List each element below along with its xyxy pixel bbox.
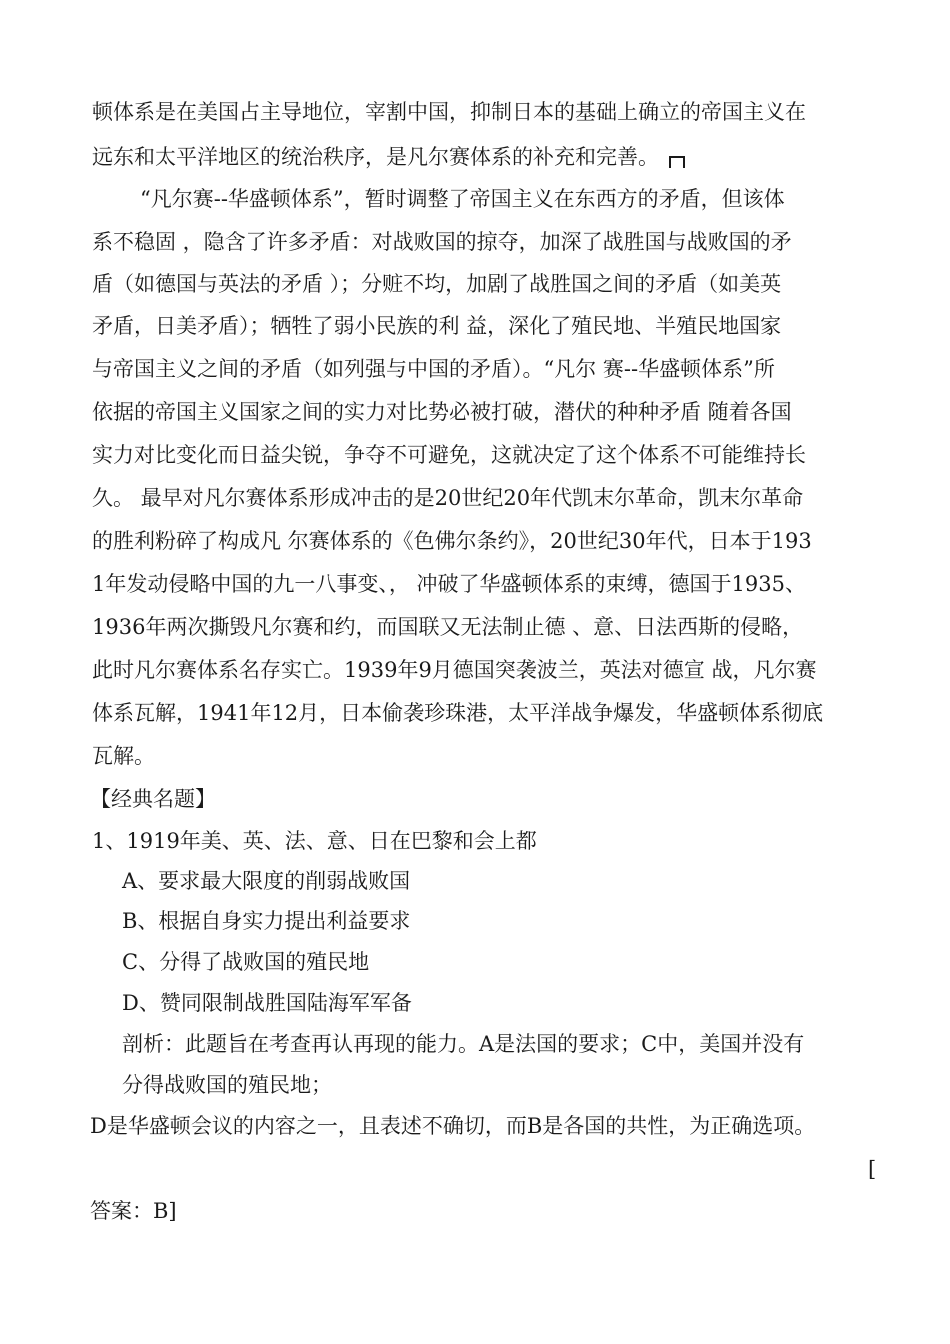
paragraph-2-line-9: 的胜利粉碎了构成凡 尔赛体系的《色佛尔条约》，20世纪30年代，日本于193 (92, 529, 812, 553)
paragraph-2-line-3: 盾（如德国与英法的矛盾 ）；分赃不均，加剧了战胜国之间的矛盾（如美英 (92, 272, 782, 296)
question-stem: 1、1919年美、英、法、意、日在巴黎和会上都 (92, 829, 537, 853)
paragraph-2-line-5: 与帝国主义之间的矛盾（如列强与中国的矛盾）。“凡尔 赛--华盛顿体系”所 (92, 357, 775, 381)
paragraph-2-line-1: “凡尔赛--华盛顿体系”，暂时调整了帝国主义在东西方的矛盾，但该体 (140, 187, 785, 211)
section-heading: 【经典名题】 (90, 787, 216, 811)
option-c: C、分得了战败国的殖民地 (122, 950, 370, 974)
paragraph-2-line-8: 久。 最早对凡尔赛体系形成冲击的是20世纪20年代凯末尔革命，凯末尔革命 (92, 486, 804, 510)
paragraph-2-line-12: 此时凡尔赛体系名存实亡。1939年9月德国突袭波兰，英法对德宣 战，凡尔赛 (92, 658, 817, 682)
paragraph-2-line-4: 矛盾，日美矛盾）；牺牲了弱小民族的利 益，深化了殖民地、半殖民地国家 (92, 314, 782, 338)
paragraph-1-line-2 (92, 143, 685, 171)
answer-bracket-open: [ (868, 1157, 877, 1181)
paragraph-2-line-7: 实力对比变化而日益尖锐，争夺不可避免，这就决定了这个体系不可能维持长 (92, 443, 806, 467)
edit-mark-icon (669, 156, 685, 168)
paragraph-2-line-13: 体系瓦解，1941年12月，日本偷袭珍珠港，太平洋战争爆发，华盛顿体系彻底 (92, 701, 824, 725)
analysis-line-1: 剖析：此题旨在考查再认再现的能力。A是法国的要求；C中，美国并没有 (122, 1032, 805, 1056)
option-b: B、根据自身实力提出利益要求 (122, 909, 411, 933)
paragraph-2-line-10: 1年发动侵略中国的九一八事变、， 冲破了华盛顿体系的束缚，德国于1935、 (92, 572, 806, 596)
paragraph-2-line-6: 依据的帝国主义国家之间的实力对比势必被打破，潜伏的种种矛盾 随着各国 (92, 400, 792, 424)
paragraph-1-line-1: 顿体系是在美国占主导地位，宰割中国，抑制日本的基础上确立的帝国主义在 (92, 100, 806, 124)
answer-line: 答案：B] (90, 1199, 177, 1223)
analysis-line-2: 分得战败国的殖民地； (122, 1073, 332, 1097)
option-a: A、要求最大限度的削弱战败国 (122, 869, 411, 893)
paragraph-2-line-11: 1936年两次撕毁凡尔赛和约，而国联又无法制止德 、意、日法西斯的侵略， (92, 615, 804, 639)
paragraph-2-line-14: 瓦解。 (92, 744, 155, 768)
paragraph-1-line-2-text: 远东和太平洋地区的统治秩序，是凡尔赛体系的补充和完善。 (92, 145, 659, 169)
analysis-continuation: D是华盛顿会议的内容之一，且表述不确切，而B是各国的共性，为正确选项。 (90, 1114, 816, 1138)
option-d: D、赞同限制战胜国陆海军军备 (122, 991, 412, 1015)
paragraph-2-line-2: 系不稳固 ，隐含了许多矛盾：对战败国的掠夺，加深了战胜国与战败国的矛 (92, 230, 792, 254)
